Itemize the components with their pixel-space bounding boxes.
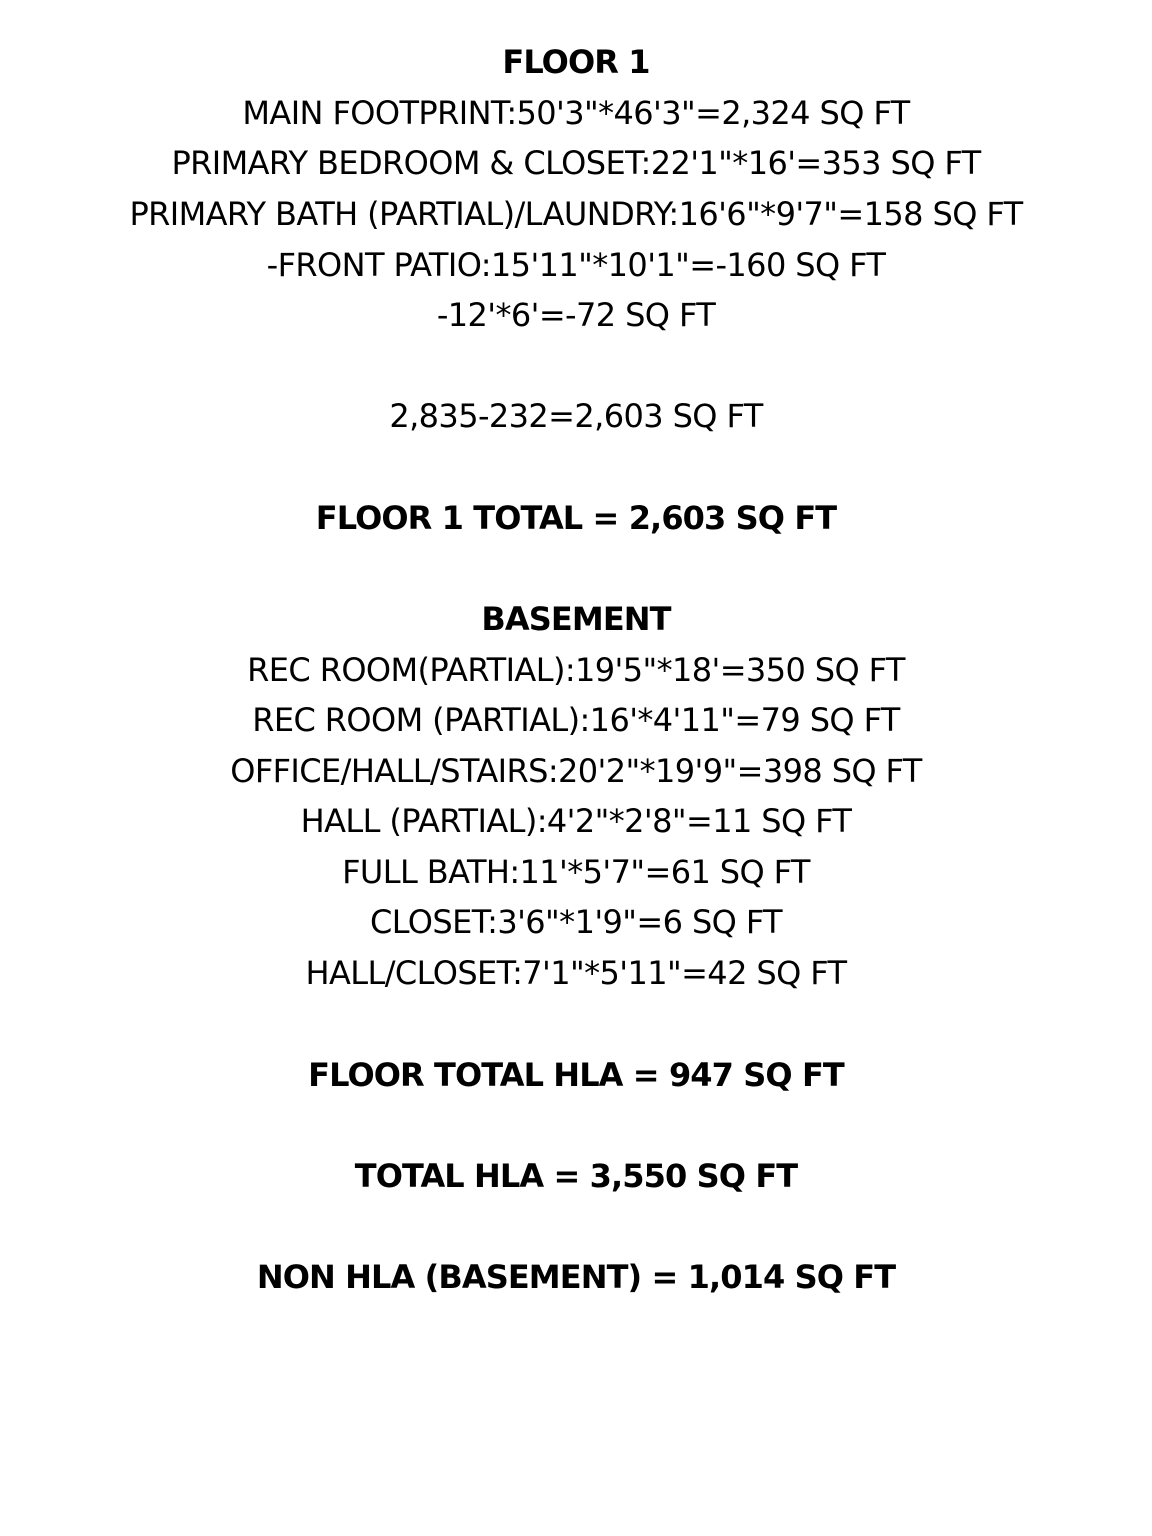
basement-line-closet: CLOSET:3'6"*1'9"=6 SQ FT: [369, 903, 783, 941]
total-hla: TOTAL HLA = 3,550 SQ FT: [354, 1157, 798, 1195]
non-hla-basement: NON HLA (BASEMENT) = 1,014 SQ FT: [256, 1258, 896, 1296]
floor1-line-deduction: -12'*6'=-72 SQ FT: [436, 296, 716, 334]
floor1-line-primary-bath: PRIMARY BATH (PARTIAL)/LAUNDRY:16'6"*9'7"=158 SQ FT: [129, 195, 1023, 233]
basement-line-office-hall-stairs: OFFICE/HALL/STAIRS:20'2"*19'9"=398 SQ FT: [230, 752, 922, 790]
basement-line-rec-room-1: REC ROOM(PARTIAL):19'5"*18'=350 SQ FT: [247, 651, 905, 689]
basement-line-full-bath: FULL BATH:11'*5'7"=61 SQ FT: [342, 853, 810, 891]
floor1-line-front-patio: -FRONT PATIO:15'11"*10'1"=-160 SQ FT: [266, 246, 886, 284]
basement-line-hall-closet: HALL/CLOSET:7'1"*5'11"=42 SQ FT: [305, 954, 847, 992]
basement-line-rec-room-2: REC ROOM (PARTIAL):16'*4'11"=79 SQ FT: [252, 701, 900, 739]
floor1-heading: FLOOR 1: [502, 43, 650, 81]
floor1-line-primary-bedroom: PRIMARY BEDROOM & CLOSET:22'1"*16'=353 SQ FT: [171, 144, 981, 182]
basement-total: FLOOR TOTAL HLA = 947 SQ FT: [308, 1056, 844, 1094]
floor1-total: FLOOR 1 TOTAL = 2,603 SQ FT: [315, 499, 837, 537]
basement-heading: BASEMENT: [481, 600, 671, 638]
floor1-calculation: 2,835-232=2,603 SQ FT: [389, 397, 763, 435]
basement-line-hall-partial: HALL (PARTIAL):4'2"*2'8"=11 SQ FT: [300, 802, 852, 840]
floor1-line-main-footprint: MAIN FOOTPRINT:50'3"*46'3"=2,324 SQ FT: [242, 94, 910, 132]
